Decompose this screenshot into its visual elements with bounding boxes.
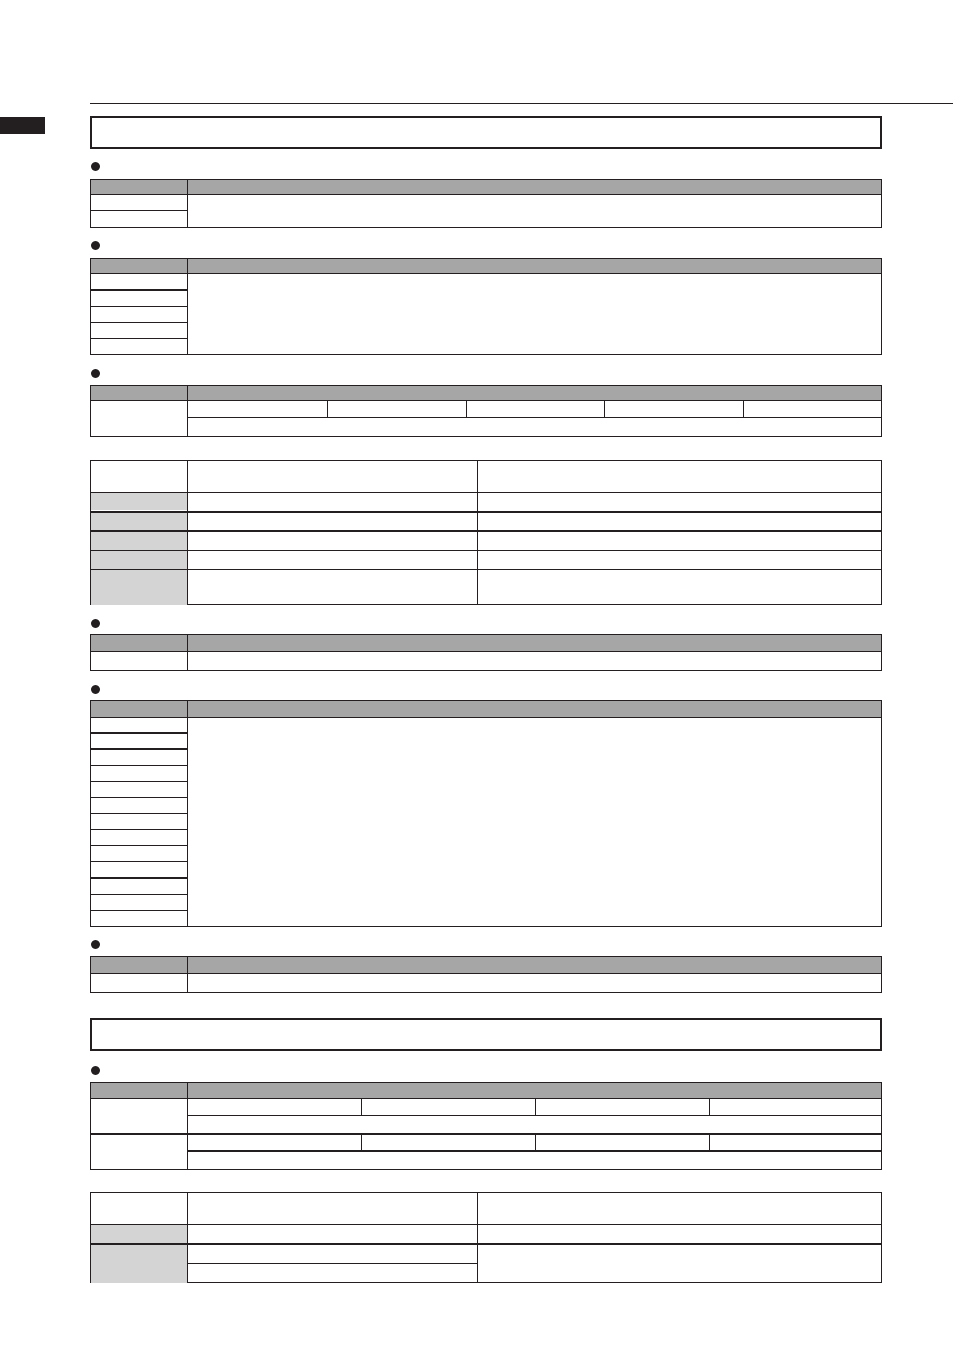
table-header [90, 956, 882, 974]
table-header [90, 634, 882, 652]
table-header [90, 700, 882, 718]
section-banner [90, 1018, 882, 1051]
spec-table [90, 273, 882, 355]
bullet-icon [91, 369, 100, 378]
table-header [90, 1082, 882, 1099]
chapter-tab [0, 117, 45, 134]
bullet-icon [91, 241, 100, 250]
header-rule [90, 103, 953, 104]
bullet-icon [91, 685, 100, 694]
bullet-icon [91, 940, 100, 949]
table-header [90, 179, 882, 195]
spec-table [90, 194, 882, 228]
bullet-icon [91, 619, 100, 628]
spec-grid-table [90, 460, 882, 605]
spec-grid-table [90, 1192, 882, 1283]
table-header [90, 258, 882, 274]
spec-table [90, 400, 882, 437]
spec-table [90, 1098, 882, 1170]
table-header [90, 385, 882, 401]
spec-table [90, 717, 882, 927]
bullet-icon [91, 1066, 100, 1075]
bullet-icon [91, 162, 100, 171]
spec-table [90, 651, 882, 671]
spec-table [90, 973, 882, 993]
section-banner [90, 116, 882, 149]
